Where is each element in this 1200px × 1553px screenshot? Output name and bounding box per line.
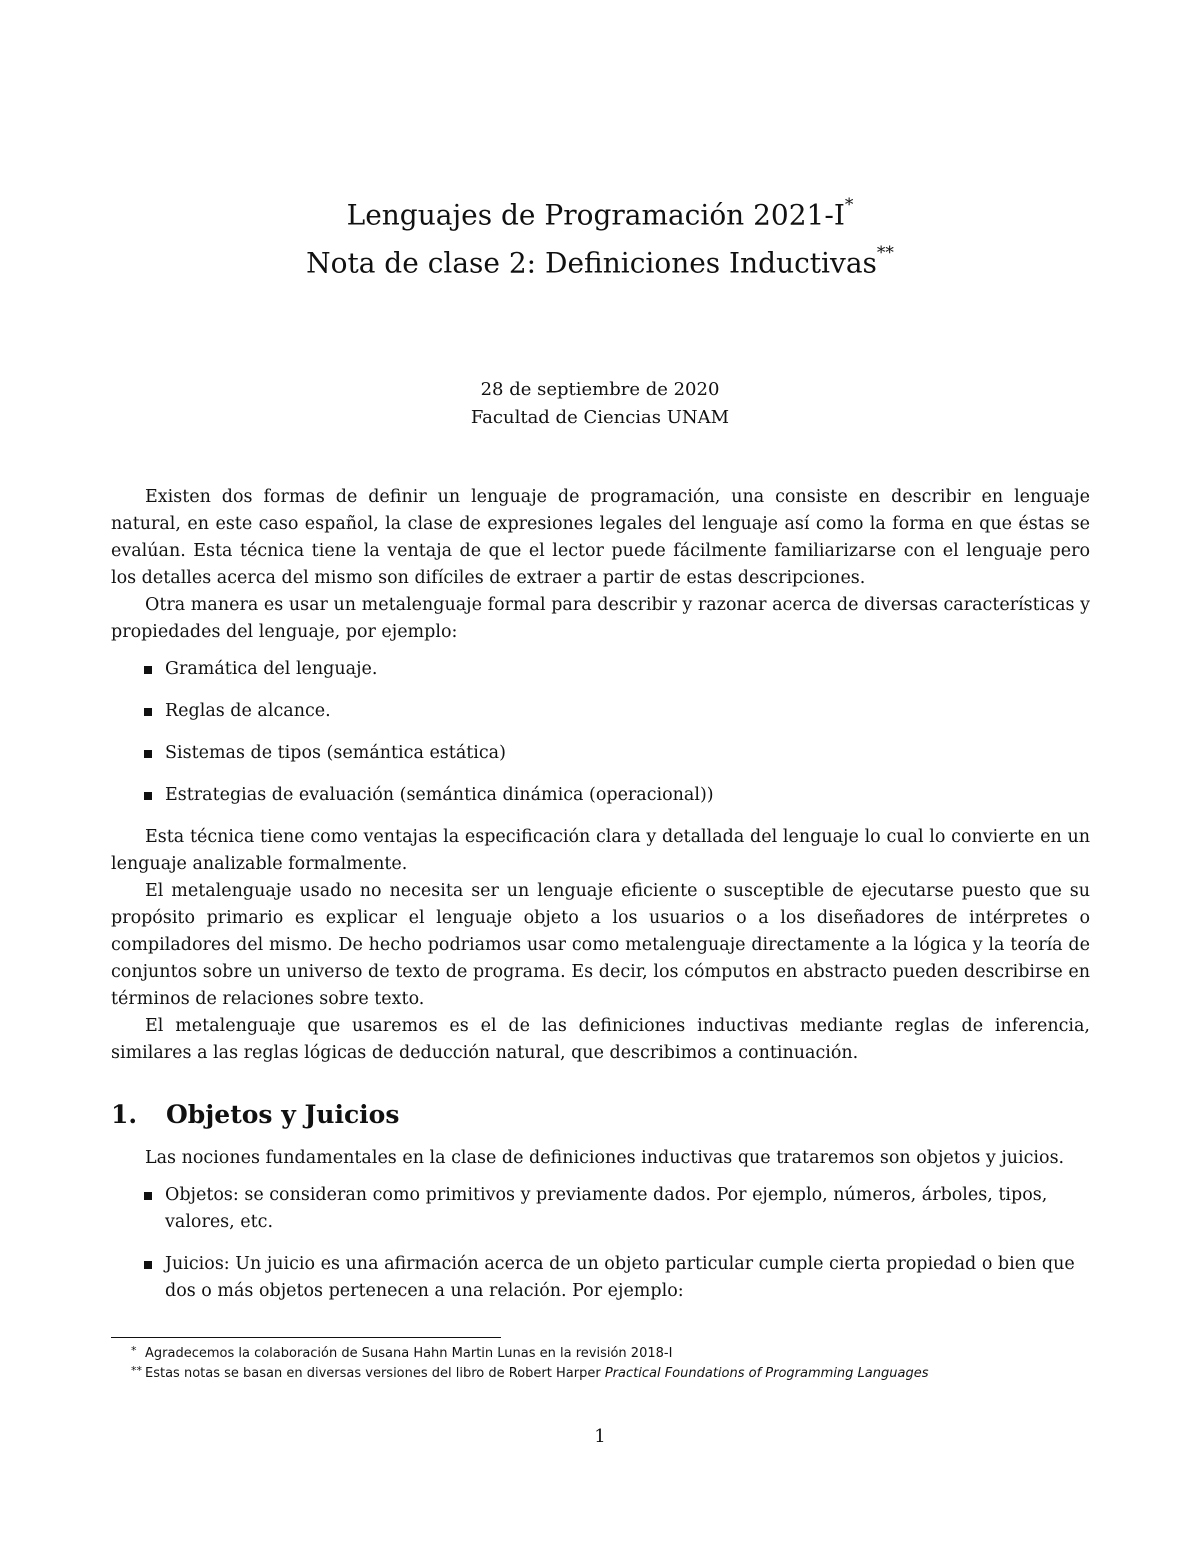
list-item xyxy=(111,1182,1090,1236)
list-item xyxy=(111,656,1090,683)
document-meta xyxy=(0,376,1200,432)
title-text-2: Nota de clase 2: Definiciones Inductivas xyxy=(306,246,877,280)
list-item-text: Estrategias de evaluación (semántica dinámica (operacional)) xyxy=(165,785,714,805)
list-item xyxy=(111,698,1090,725)
document-body xyxy=(111,484,1090,1320)
title-text-1: Lenguajes de Programación 2021-I xyxy=(346,198,845,232)
document-institution: Facultad de Ciencias UNAM xyxy=(470,407,730,428)
footnote-1 xyxy=(131,1344,1101,1364)
title-footnote-mark-2: ** xyxy=(876,243,894,264)
title-line-2 xyxy=(0,236,1200,284)
section-number: 1. xyxy=(111,1100,138,1129)
section-title: Objetos y Juicios xyxy=(166,1100,400,1129)
footnote-text: Estas notas se basan en diversas versiones del libro de Robert Harper xyxy=(145,1366,605,1381)
page-number: 1 xyxy=(594,1426,606,1447)
footnote-divider xyxy=(111,1337,501,1338)
square-bullet-icon xyxy=(144,1192,152,1200)
intro-paragraph-1: Existen dos formas de definir un lenguaje de programación, una consiste en describir en lenguaje natural, en este caso español, la clase de expresiones legales del lenguaje así como la forma en que éstas se evalúan. Esta técnica tiene la ventaja de que el lector puede fácilmente familiarizarse con el lenguaje pero los detalles acerca del mismo son difíciles de extraer a partir de estas descripciones. xyxy=(111,487,1090,588)
list-item xyxy=(111,740,1090,767)
intro-paragraph-5: El metalenguaje que usaremos es el de las definiciones inductivas mediante reglas de inferencia, similares a las reglas lógicas de deducción natural, que describimos a continuación. xyxy=(111,1016,1090,1063)
square-bullet-icon xyxy=(144,750,152,758)
footnote-2 xyxy=(131,1364,1101,1384)
footnote-mark: * xyxy=(131,1344,137,1357)
metalanguage-uses-list xyxy=(111,656,1090,809)
intro-paragraph-4: El metalenguaje usado no necesita ser un lenguaje eficiente o susceptible de ejecutarse puesto que su propósito primario es explicar el lenguaje objeto a los usuarios o a los diseñadores de intérpretes o compiladores del mismo. De hecho podriamos usar como metalenguaje directamente a la lógica y la teoría de conjuntos sobre un universo de texto de programa. Es decir, los cómputos en abstracto pueden describirse en términos de relaciones sobre texto. xyxy=(111,881,1090,1009)
document-title xyxy=(0,188,1200,285)
footnote-mark: ** xyxy=(131,1364,142,1377)
square-bullet-icon xyxy=(144,1261,152,1269)
square-bullet-icon xyxy=(144,792,152,800)
title-footnote-mark-1: * xyxy=(844,195,854,215)
list-item-text: Juicios: Un juicio es una afirmación acerca de un objeto particular cumple cierta propiedad o bien que dos o más objetos pertenecen a una relación. Por ejemplo: xyxy=(165,1254,1075,1301)
footnotes xyxy=(131,1344,1101,1384)
list-item xyxy=(111,1251,1090,1305)
objects-judgments-list xyxy=(111,1182,1090,1305)
document-date: 28 de septiembre de 2020 xyxy=(480,379,720,400)
footnote-text: Agradecemos la colaboración de Susana Hahn Martin Lunas en la revisión 2018-I xyxy=(145,1346,673,1361)
list-item-text: Sistemas de tipos (semántica estática) xyxy=(165,743,506,763)
square-bullet-icon xyxy=(144,666,152,674)
section-paragraph-1: Las nociones fundamentales en la clase de definiciones inductivas que trataremos son objetos y juicios. xyxy=(145,1148,1065,1168)
section-heading xyxy=(111,1097,1090,1133)
square-bullet-icon xyxy=(144,708,152,716)
intro-paragraph-3: Esta técnica tiene como ventajas la especificación clara y detallada del lenguaje lo cual lo convierte en un lenguaje analizable formalmente. xyxy=(111,827,1090,874)
list-item xyxy=(111,782,1090,809)
list-item-text: Reglas de alcance. xyxy=(165,701,331,721)
list-item-text: Gramática del lenguaje. xyxy=(165,659,378,679)
intro-paragraph-2: Otra manera es usar un metalenguaje formal para describir y razonar acerca de diversas características y propiedades del lenguaje, por ejemplo: xyxy=(111,595,1090,642)
list-item-text: Objetos: se consideran como primitivos y previamente dados. Por ejemplo, números, árboles, tipos, valores, etc. xyxy=(165,1185,1048,1232)
title-line-1 xyxy=(0,188,1200,236)
footnote-book-title: Practical Foundations of Programming Languages xyxy=(604,1366,929,1381)
